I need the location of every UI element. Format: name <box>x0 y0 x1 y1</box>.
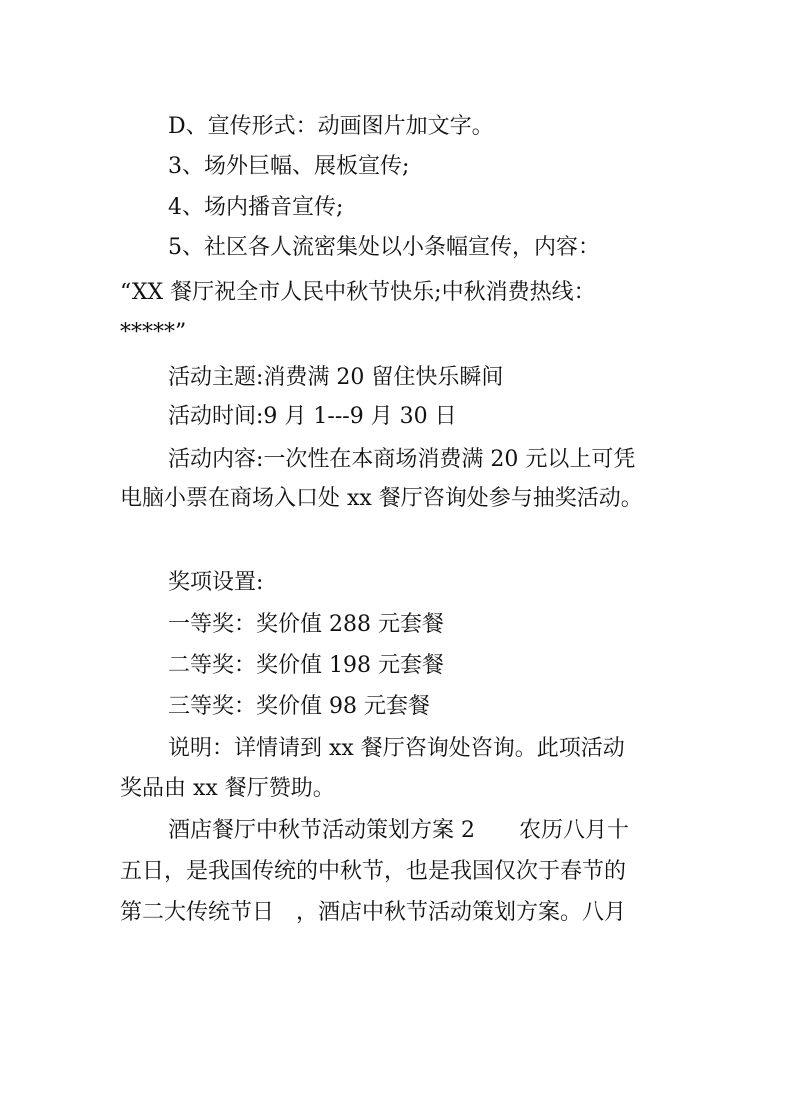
second-prize-line: 二等奖：奖价值 198 元套餐 <box>168 653 444 678</box>
plan-two-line-2: 五日，是我国传统的中秋节，也是我国仅次于春节的 <box>120 859 627 884</box>
activity-content-line-1: 活动内容:一次性在本商场消费满 20 元以上可凭 <box>168 447 636 472</box>
note-line-2: 奖品由 xx 餐厅赞助。 <box>120 776 335 801</box>
note-line-1: 说明：详情请到 xx 餐厅咨询处咨询。此项活动 <box>168 736 625 761</box>
prize-settings-heading: 奖项设置: <box>168 570 264 595</box>
activity-theme-line: 活动主题:消费满 20 留住快乐瞬间 <box>168 365 504 390</box>
activity-content-line-2: 电脑小票在商场入口处 xx 餐厅咨询处参与抽奖活动。 <box>120 486 643 511</box>
plan-two-line-3: 第二大传统节日 ，酒店中秋节活动策划方案。八月 <box>120 900 627 925</box>
first-prize-line: 一等奖：奖价值 288 元套餐 <box>168 612 444 637</box>
plan-two-line-1: 酒店餐厅中秋节活动策划方案 2 农历八月十 <box>168 818 629 843</box>
outdoor-banner-line: 3、场外巨幅、展板宣传; <box>168 154 410 179</box>
activity-time-line: 活动时间:9 月 1---9 月 30 日 <box>168 404 457 429</box>
broadcast-line: 4、场内播音宣传; <box>168 195 344 220</box>
banner-hotline-line: *****” <box>120 320 187 345</box>
promo-form-line: D、宣传形式：动画图片加文字。 <box>168 114 494 139</box>
community-banner-line: 5、社区各人流密集处以小条幅宣传，内容： <box>168 235 600 260</box>
third-prize-line: 三等奖：奖价值 98 元套餐 <box>168 694 430 719</box>
banner-content-line: “XX 餐厅祝全市人民中秋节快乐;中秋消费热线： <box>120 280 596 305</box>
